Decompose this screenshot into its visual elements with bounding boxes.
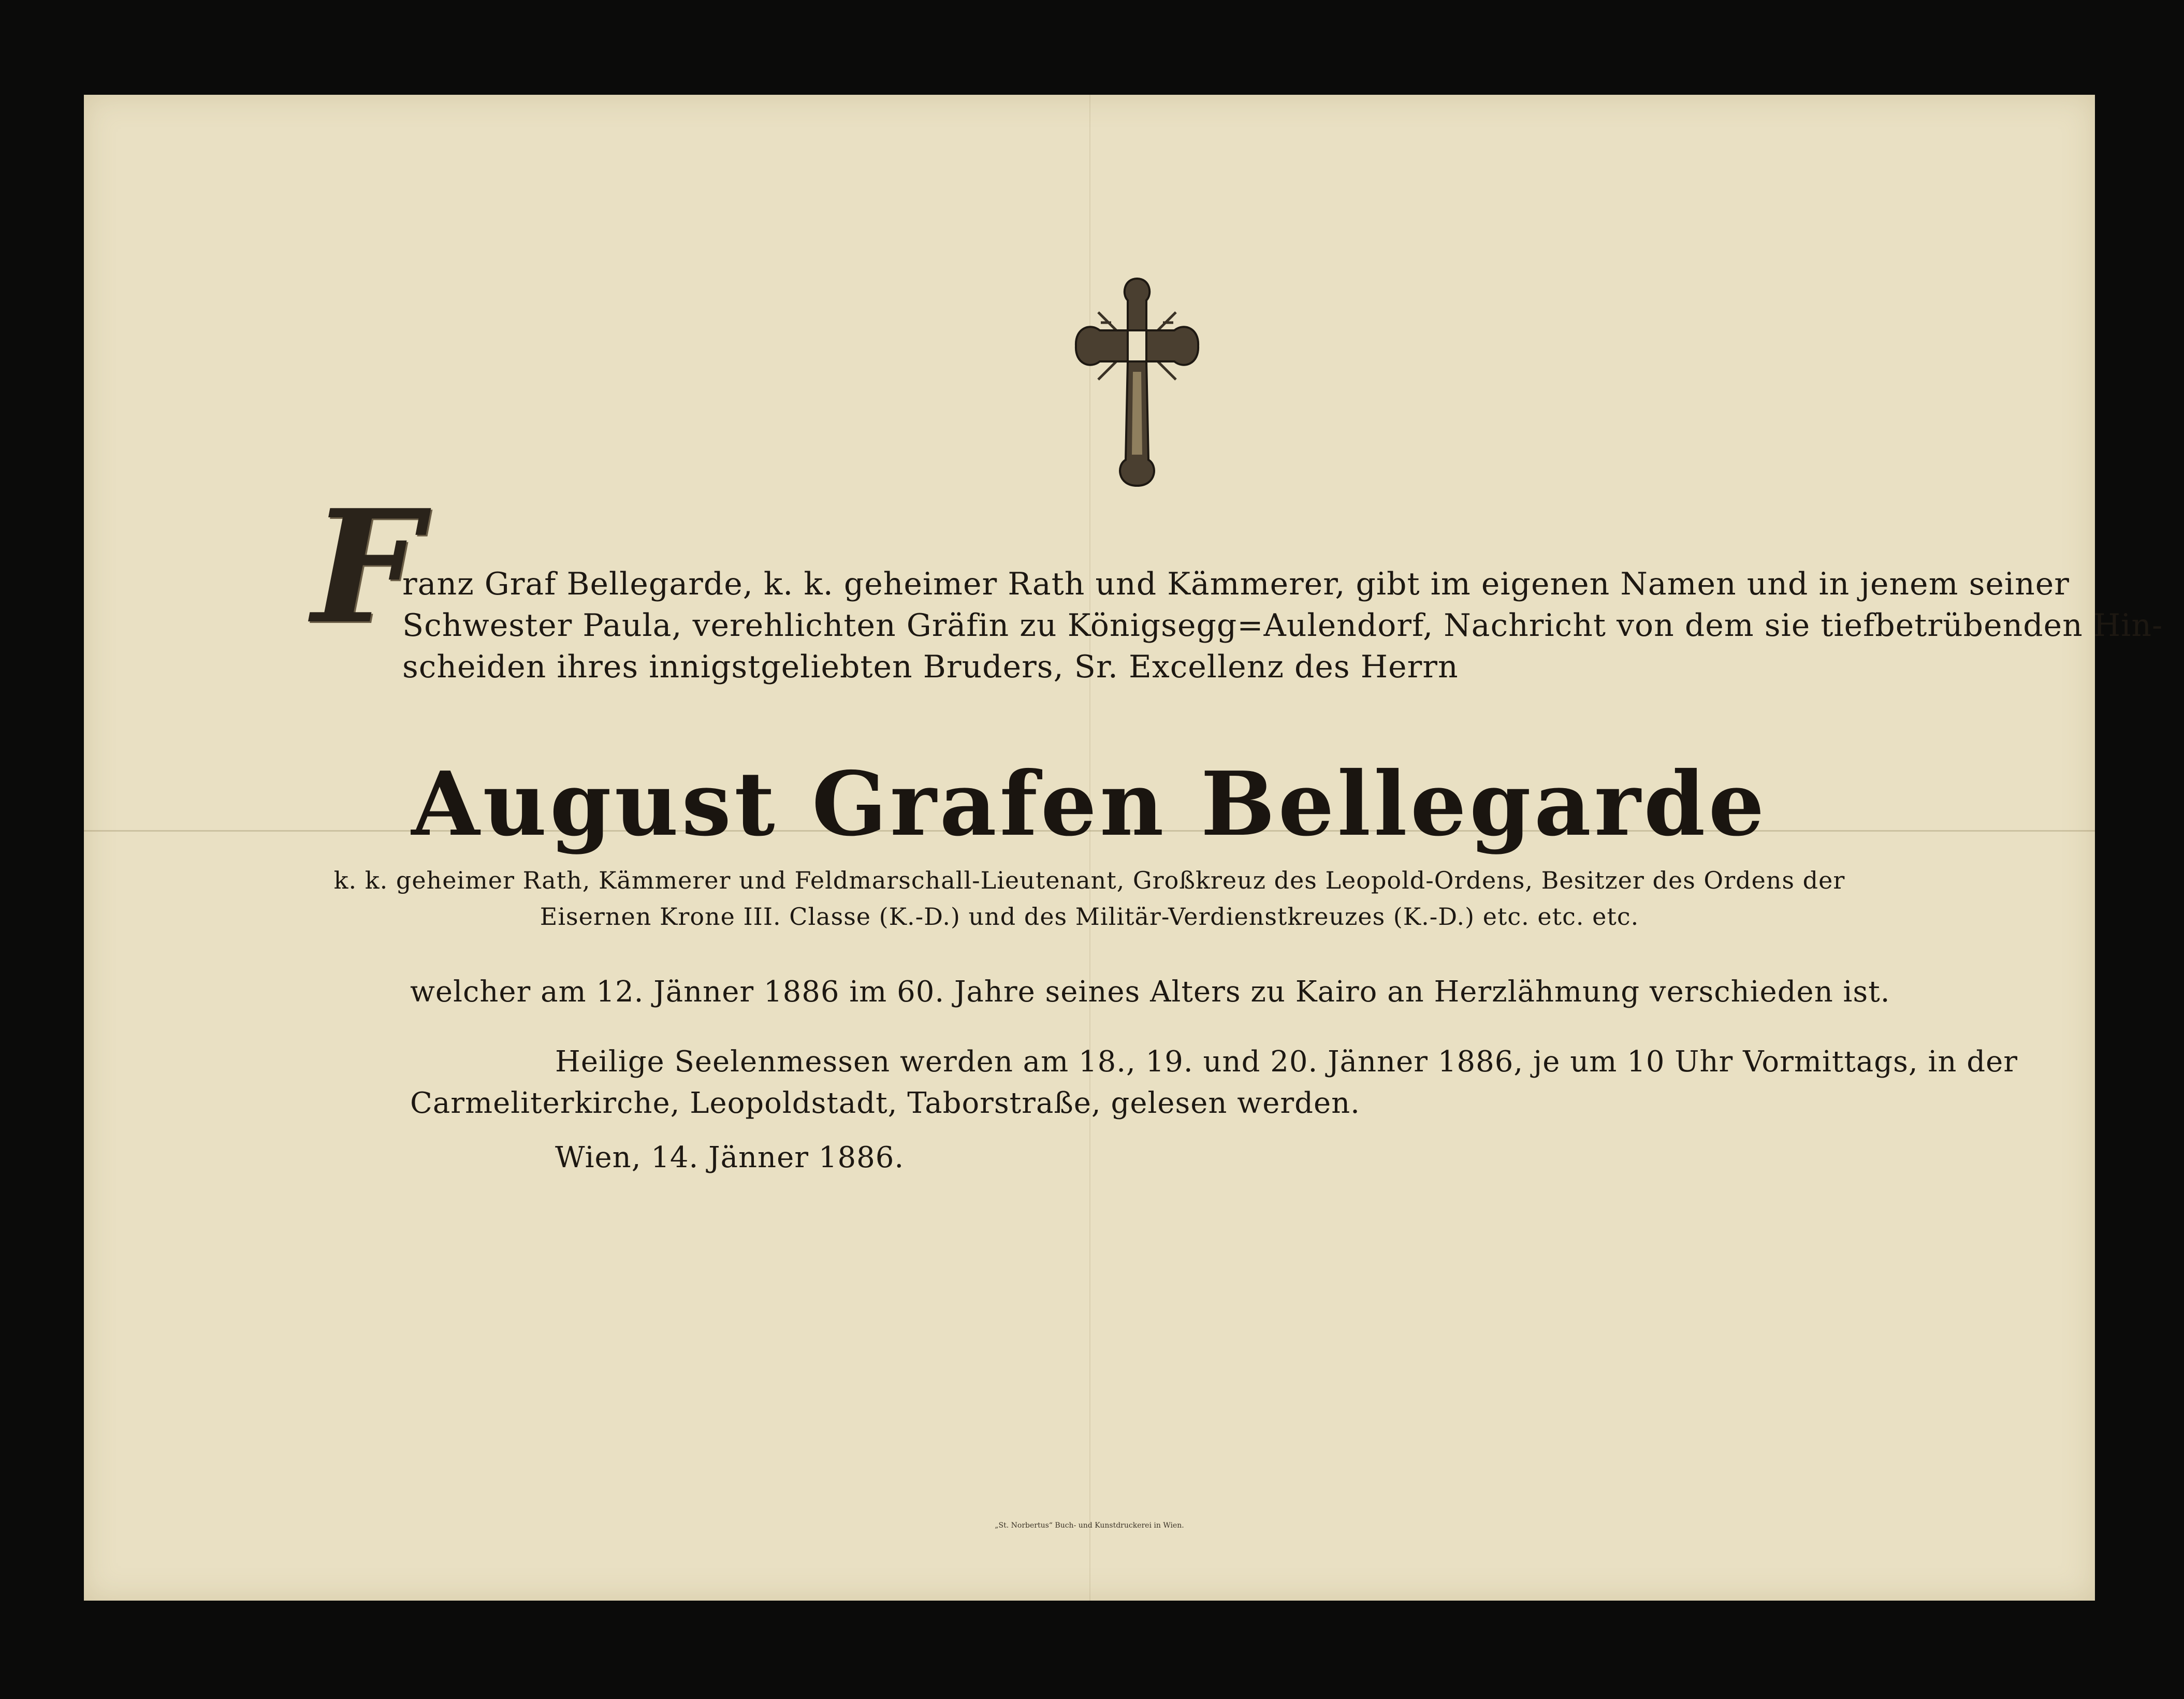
printer-imprint: „St. Norbertus“ Buch- und Kunstdruckerei in Wien. [995, 1521, 1184, 1530]
titles-line-1: k. k. geheimer Rath, Kämmerer und Feldmarschall-Lieutenant, Großkreuz des Leopold-Ordens, Besitzer des Ordens der [333, 866, 1845, 894]
death-notice-sheet [84, 95, 2163, 1601]
mass-line-2: Carmeliterkirche, Leopoldstadt, Taborstraße, gelesen werden. [410, 1086, 1360, 1120]
place-and-date: Wien, 14. Jänner 1886. [555, 1141, 905, 1174]
titles-line-2: Eisernen Krone III. Classe (K.-D.) und des Militär-Verdienstkreuzes (K.-D.) etc. etc. etc. [540, 903, 1639, 931]
decorative-initial: F [312, 475, 422, 658]
cross-icon [1070, 273, 1204, 491]
intro-line-3: scheiden ihres innigstgeliebten Bruders, Sr. Excellenz des Herrn [402, 649, 1459, 685]
intro-line-1: ranz Graf Bellegarde, k. k. geheimer Rath und Kämmerer, gibt im eigenen Namen und in jenem seiner [402, 566, 2070, 602]
deceased-name: August Grafen Bellegarde [411, 752, 1768, 856]
mass-line-1: Heilige Seelenmessen werden am 18., 19. und 20. Jänner 1886, je um 10 Uhr Vormittags, in der [555, 1045, 2018, 1079]
death-statement: welcher am 12. Jänner 1886 im 60. Jahre seines Alters zu Kairo an Herzlähmung verschieden ist. [410, 975, 1890, 1009]
intro-line-2: Schwester Paula, verehlichten Gräfin zu Königsegg=Aulendorf, Nachricht von dem sie tiefbetrübenden Hin- [402, 607, 2163, 644]
